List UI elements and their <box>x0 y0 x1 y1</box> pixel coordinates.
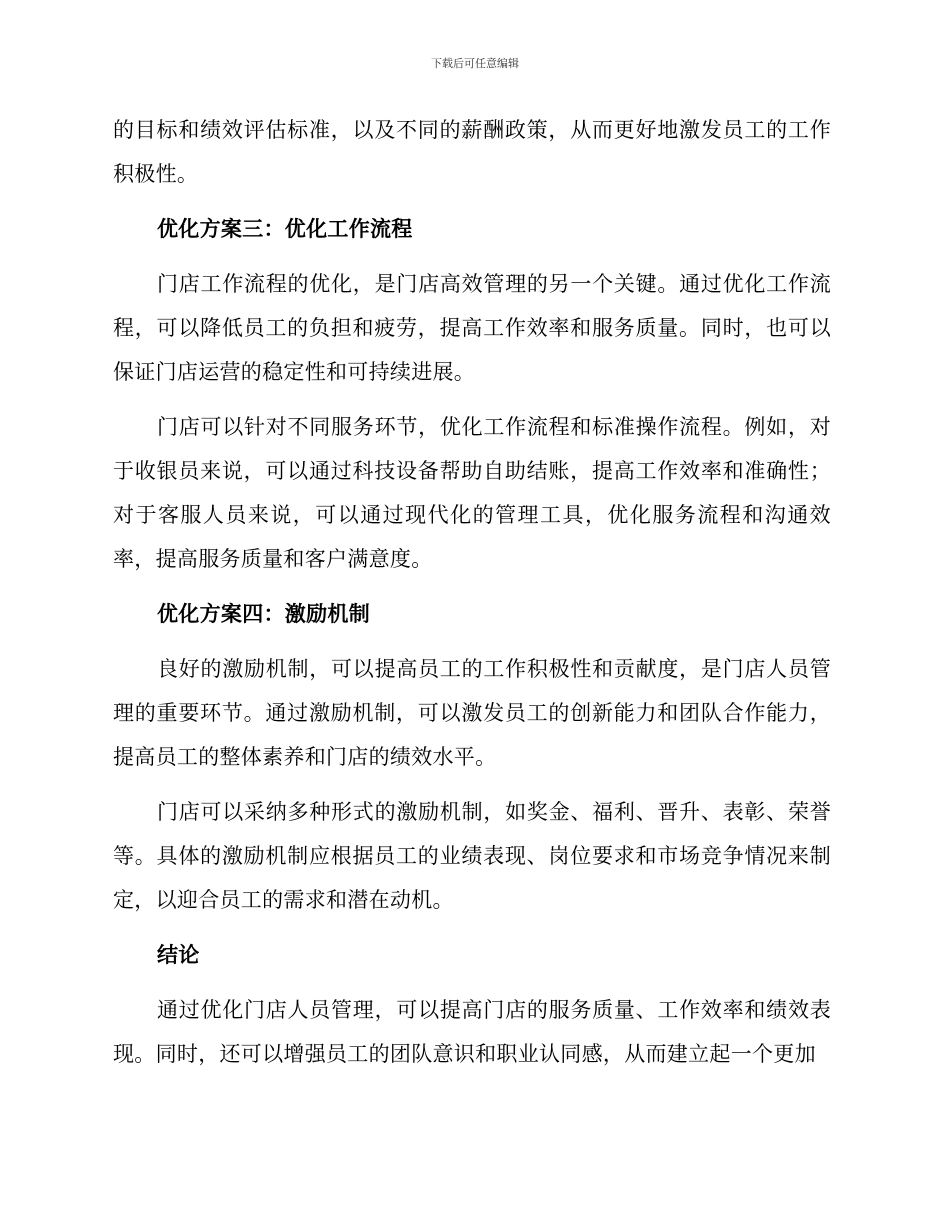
paragraph-incentive-intro: 良好的激励机制，可以提高员工的工作积极性和贡献度，是门店人员管理的重要环节。通过激励机制，可以激发员工的创新能力和团队合作能力，提高员工的整体素养和门店的绩效水平。 <box>113 657 831 769</box>
document-body <box>113 108 831 1076</box>
paragraph-continuation: 的目标和绩效评估标准，以及不同的薪酬政策，从而更好地激发员工的工作积极性。 <box>113 118 831 186</box>
paragraph-workflow-detail: 门店可以针对不同服务环节，优化工作流程和标准操作流程。例如，对于收银员来说，可以通过科技设备帮助自助结账，提高工作效率和准确性；对于客服人员来说，可以通过现代化的管理工具，优化服务流程和沟通效率，提高服务质量和客户满意度。 <box>113 415 831 571</box>
paragraph-conclusion: 通过优化门店人员管理，可以提高门店的服务质量、工作效率和绩效表现。同时，还可以增强员工的团队意识和职业认同感，从而建立起一个更加 <box>113 998 831 1066</box>
paragraph-workflow-intro: 门店工作流程的优化，是门店高效管理的另一个关键。通过优化工作流程，可以降低员工的负担和疲劳，提高工作效率和服务质量。同时，也可以保证门店运营的稳定性和可持续进展。 <box>113 272 831 384</box>
page-header-note: 下载后可任意编辑 <box>431 57 519 70</box>
paragraph-incentive-detail: 门店可以采纳多种形式的激励机制，如奖金、福利、晋升、表彰、荣誉等。具体的激励机制应根据员工的业绩表现、岗位要求和市场竞争情况来制定，以迎合员工的需求和潜在动机。 <box>113 800 831 912</box>
section-heading-workflow: 优化方案三：优化工作流程 <box>157 217 413 241</box>
section-heading-incentive: 优化方案四：激励机制 <box>157 602 370 626</box>
section-heading-conclusion: 结论 <box>157 943 200 967</box>
